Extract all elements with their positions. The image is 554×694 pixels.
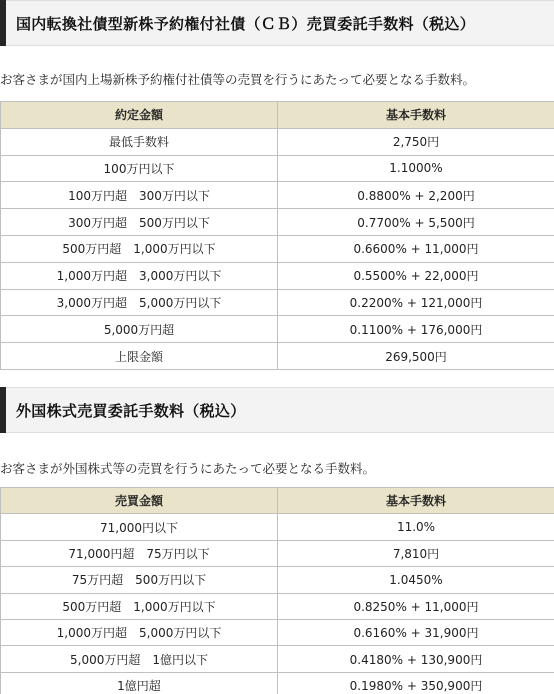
amount-cell: 5,000万円超 1億円以下 [1,646,278,672]
amount-cell: 300万円超 500万円以下 [1,209,278,236]
table-header-row [1,102,554,129]
cb-section-title: 国内転換社債型新株予約権付社債（ＣＢ）売買委託手数料（税込） [16,14,476,33]
column-header-amount: 約定金額 [1,102,278,129]
fee-cell: 11.0% [278,514,554,540]
table-header-row [1,488,554,514]
table-row [1,514,554,540]
amount-cell: 5,000万円超 [1,316,278,343]
amount-cell: 100万円超 300万円以下 [1,182,278,209]
amount-cell: 3,000万円超 5,000万円以下 [1,289,278,316]
table-row [1,672,554,694]
fee-cell: 0.2200% + 121,000円 [278,289,554,316]
amount-cell: 100万円以下 [1,155,278,182]
column-header-amount: 売買金額 [1,488,278,514]
table-row [1,567,554,593]
table-row [1,540,554,566]
table-row [1,316,554,343]
cb-section-header [0,0,554,46]
fee-cell: 0.7700% + 5,500円 [278,209,554,236]
table-row [1,155,554,182]
amount-cell: 75万円超 500万円以下 [1,567,278,593]
amount-cell: 1,000万円超 3,000万円以下 [1,262,278,289]
fee-cell: 0.6600% + 11,000円 [278,235,554,262]
column-header-fee: 基本手数料 [278,102,554,129]
table-row [1,289,554,316]
table-row [1,646,554,672]
foreign-section-title: 外国株式売買委託手数料（税込） [16,401,246,420]
section-accent-bar [0,0,6,46]
fee-cell: 269,500円 [278,343,554,370]
amount-cell: 500万円超 1,000万円以下 [1,593,278,619]
section-accent-bar [0,387,6,433]
table-row [1,619,554,645]
amount-cell: 1,000万円超 5,000万円以下 [1,619,278,645]
amount-cell: 500万円超 1,000万円以下 [1,235,278,262]
table-row [1,128,554,155]
fee-cell: 7,810円 [278,540,554,566]
amount-cell: 71,000円超 75万円以下 [1,540,278,566]
fee-cell: 0.6160% + 31,900円 [278,619,554,645]
table-row [1,343,554,370]
column-header-fee: 基本手数料 [278,488,554,514]
table-row [1,182,554,209]
amount-cell: 71,000円以下 [1,514,278,540]
fee-cell: 0.8250% + 11,000円 [278,593,554,619]
foreign-section-header [0,387,554,433]
fee-cell: 0.8800% + 2,200円 [278,182,554,209]
fee-cell: 2,750円 [278,128,554,155]
table-row [1,235,554,262]
fee-cell: 0.1100% + 176,000円 [278,316,554,343]
table-row [1,593,554,619]
fee-cell: 1.1000% [278,155,554,182]
fee-cell: 0.4180% + 130,900円 [278,646,554,672]
amount-cell: 最低手数料 [1,128,278,155]
table-row [1,262,554,289]
fee-cell: 0.1980% + 350,900円 [278,672,554,694]
cb-intro-text: お客さまが国内上場新株予約権付社債等の売買を行うにあたって必要となる手数料。 [0,72,476,87]
amount-cell: 1億円超 [1,672,278,694]
table-row [1,209,554,236]
fee-cell: 1.0450% [278,567,554,593]
cb-fee-table [0,101,554,370]
foreign-fee-table [0,487,554,694]
amount-cell: 上限金額 [1,343,278,370]
foreign-intro-text: お客さまが外国株式等の売買を行うにあたって必要となる手数料。 [0,461,376,476]
fee-cell: 0.5500% + 22,000円 [278,262,554,289]
